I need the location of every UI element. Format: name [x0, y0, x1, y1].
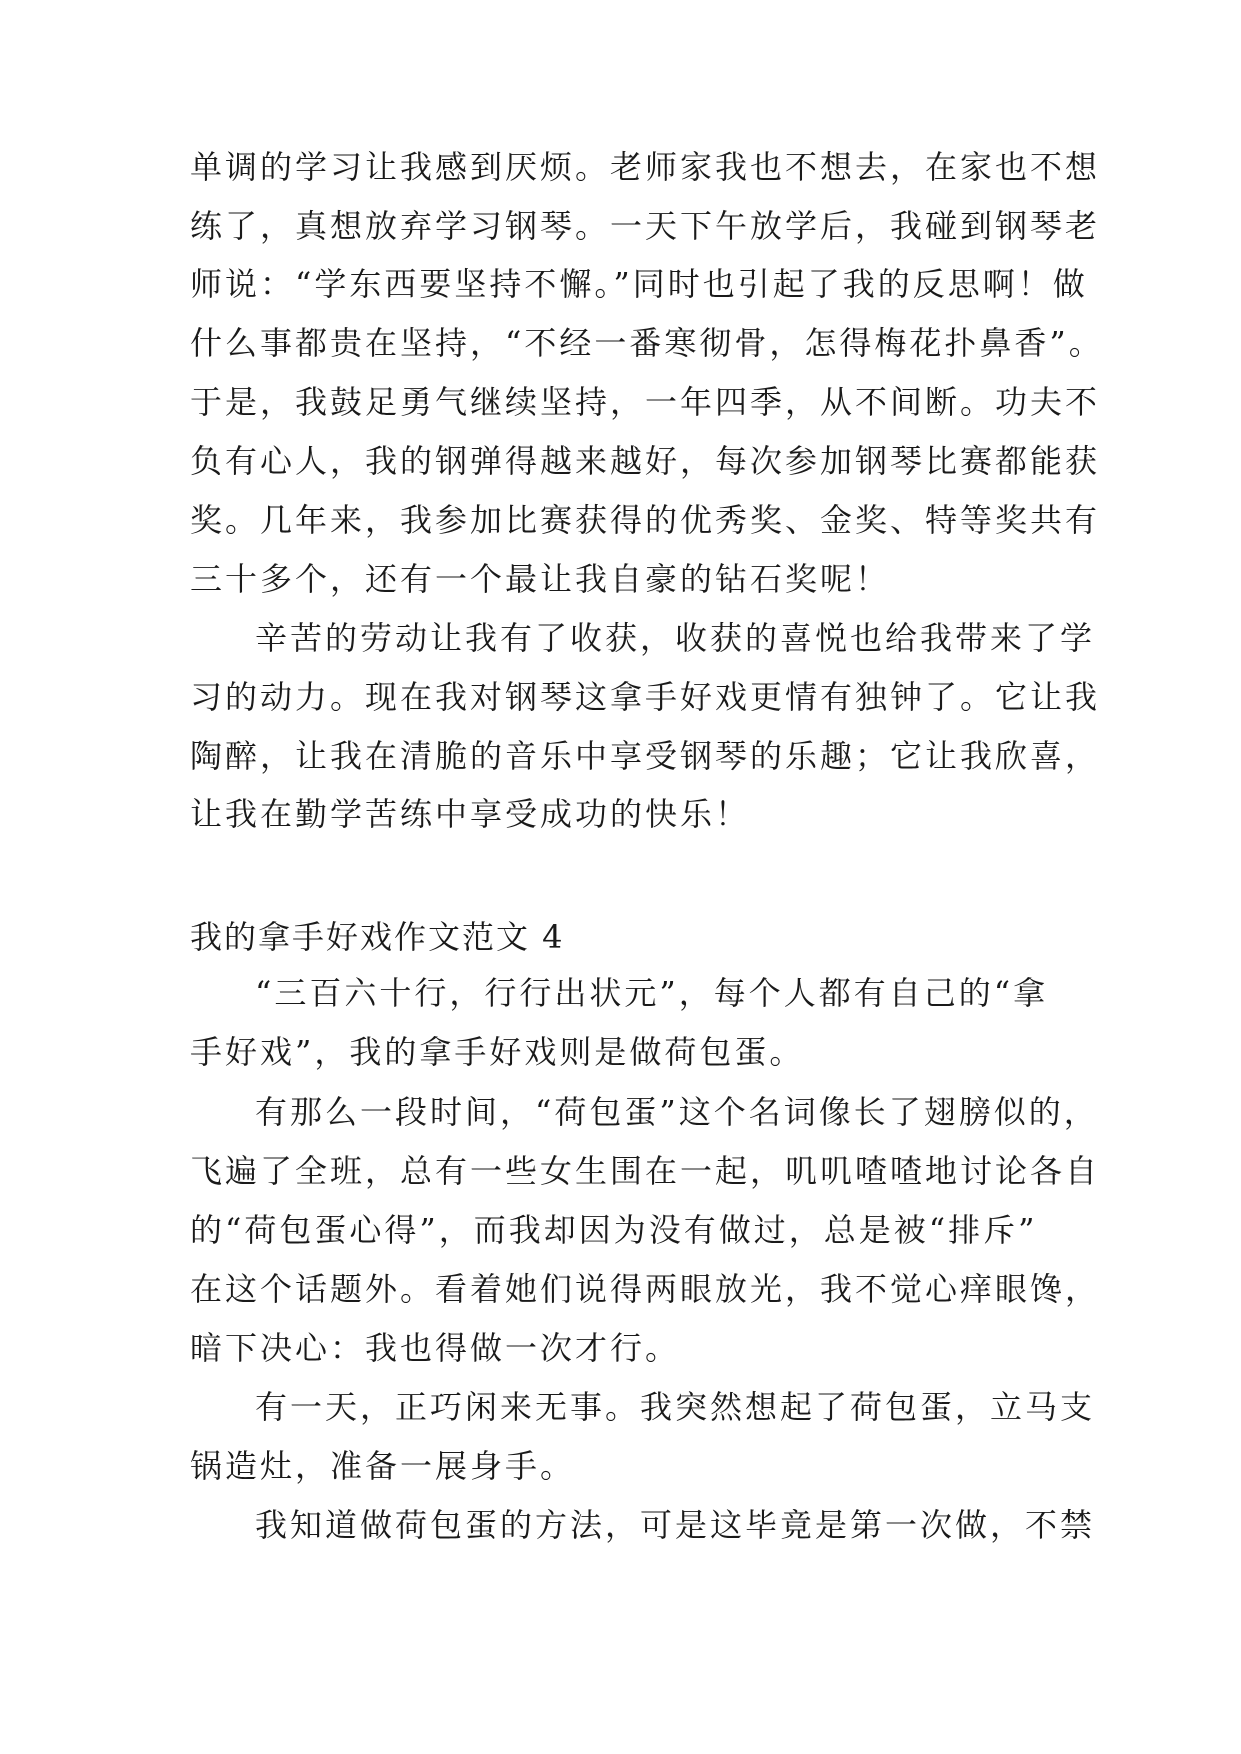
text-line: 有那么一段时间，“荷包蛋”这个名词像长了翅膀似的，	[255, 1093, 1099, 1131]
text-line: 的“荷包蛋心得”，而我却因为没有做过，总是被“排斥”	[190, 1211, 1038, 1249]
text-line: 有一天，正巧闲来无事。我突然想起了荷包蛋，立马支	[255, 1388, 1096, 1426]
text-line: 陶醉，让我在清脆的音乐中享受钢琴的乐趣；它让我欣喜，	[190, 737, 1101, 775]
text-line: 飞遍了全班，总有一些女生围在一起，叽叽喳喳地讨论各自	[190, 1152, 1101, 1190]
text-line: 在这个话题外。看着她们说得两眼放光，我不觉心痒眼馋，	[190, 1270, 1101, 1308]
text-line: 于是，我鼓足勇气继续坚持，一年四季，从不间断。功夫不	[190, 383, 1101, 421]
text-line: 负有心人，我的钢弹得越来越好，每次参加钢琴比赛都能获	[190, 442, 1101, 480]
text-line: 奖。几年来，我参加比赛获得的优秀奖、金奖、特等奖共有	[190, 501, 1101, 539]
text-line: 让我在勤学苦练中享受成功的快乐！	[190, 795, 751, 833]
text-line: 暗下决心：我也得做一次才行。	[190, 1329, 681, 1367]
text-line: 辛苦的劳动让我有了收获，收获的喜悦也给我带来了学	[255, 619, 1096, 657]
text-line: 我知道做荷包蛋的方法，可是这毕竟是第一次做，不禁	[255, 1506, 1096, 1544]
section-heading: 我的拿手好戏作文范文 4	[190, 918, 565, 956]
text-line: 三十多个，还有一个最让我自豪的钻石奖呢！	[190, 560, 891, 598]
text-line: 锅造灶，准备一展身手。	[190, 1447, 576, 1485]
text-line: 练了，真想放弃学习钢琴。一天下午放学后，我碰到钢琴老	[190, 207, 1101, 245]
text-line: “三百六十行，行行出状元”，每个人都有自己的“拿	[255, 974, 1049, 1012]
text-line: 师说：“学东西要坚持不懈。”同时也引起了我的反思啊！做	[190, 265, 1088, 303]
text-line: 习的动力。现在我对钢琴这拿手好戏更情有独钟了。它让我	[190, 678, 1101, 716]
text-line: 什么事都贵在坚持，“不经一番寒彻骨，怎得梅花扑鼻香”。	[190, 324, 1104, 362]
text-line: 单调的学习让我感到厌烦。老师家我也不想去，在家也不想	[190, 148, 1101, 186]
text-line: 手好戏”，我的拿手好戏则是做荷包蛋。	[190, 1033, 805, 1071]
